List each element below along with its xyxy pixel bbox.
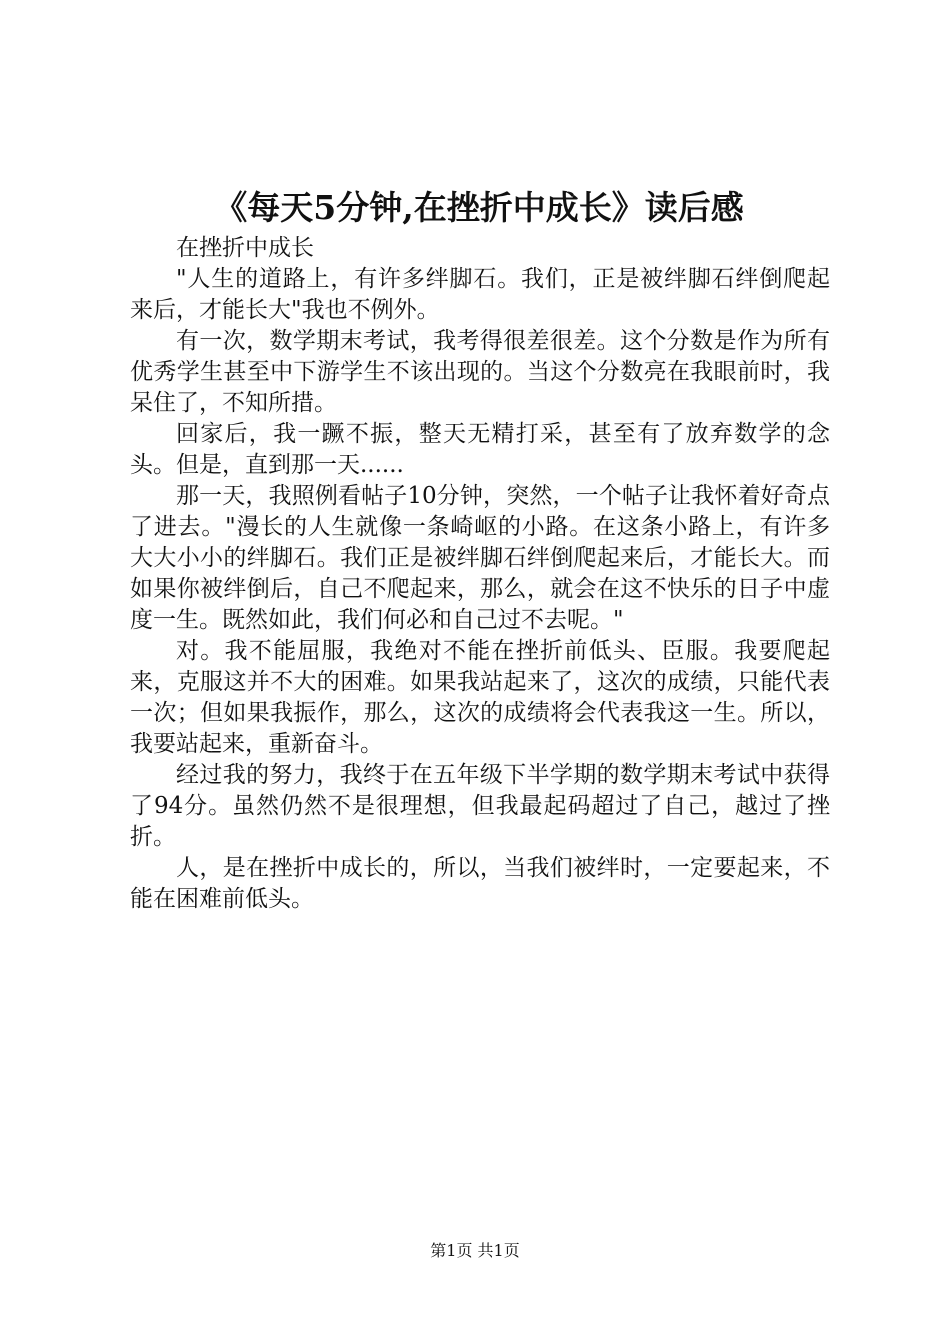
paragraph: "人生的道路上，有许多绊脚石。我们，正是被绊脚石绊倒爬起来后，才能长大"我也不例外。	[130, 266, 830, 323]
paragraph: 回家后，我一蹶不振，整天无精打采，甚至有了放弃数学的念头。但是，直到那一天......	[130, 421, 830, 478]
document-title: 《每天5分钟,在挫折中成长》读后感	[214, 188, 744, 227]
document-body	[130, 233, 830, 915]
paragraph: 在挫折中成长	[176, 235, 314, 261]
paragraph: 有一次，数学期末考试，我考得很差很差。这个分数是作为所有优秀学生甚至中下游学生不该出现的。当这个分数亮在我眼前时，我呆住了，不知所措。	[130, 328, 830, 416]
paragraph: 人，是在挫折中成长的，所以，当我们被绊时，一定要起来，不能在困难前低头。	[130, 855, 830, 912]
page-footer: 第1页 共1页	[430, 1241, 520, 1260]
paragraph: 那一天，我照例看帖子10分钟，突然，一个帖子让我怀着好奇点了进去。"漫长的人生就像一条崎岖的小路。在这条小路上，有许多大大小小的绊脚石。我们正是被绊脚石绊倒爬起来后，才能长大。而如果你被绊倒后，自己不爬起来，那么，就会在这不快乐的日子中虚度一生。既然如此，我们何必和自己过不去呢。"	[130, 483, 830, 633]
paragraph: 经过我的努力，我终于在五年级下半学期的数学期末考试中获得了94分。虽然仍然不是很理想，但我最起码超过了自己，越过了挫折。	[130, 762, 830, 850]
paragraph: 对。我不能屈服，我绝对不能在挫折前低头、臣服。我要爬起来，克服这并不大的困难。如果我站起来了，这次的成绩，只能代表一次；但如果我振作，那么，这次的成绩将会代表我这一生。所以，我要站起来，重新奋斗。	[130, 638, 830, 757]
